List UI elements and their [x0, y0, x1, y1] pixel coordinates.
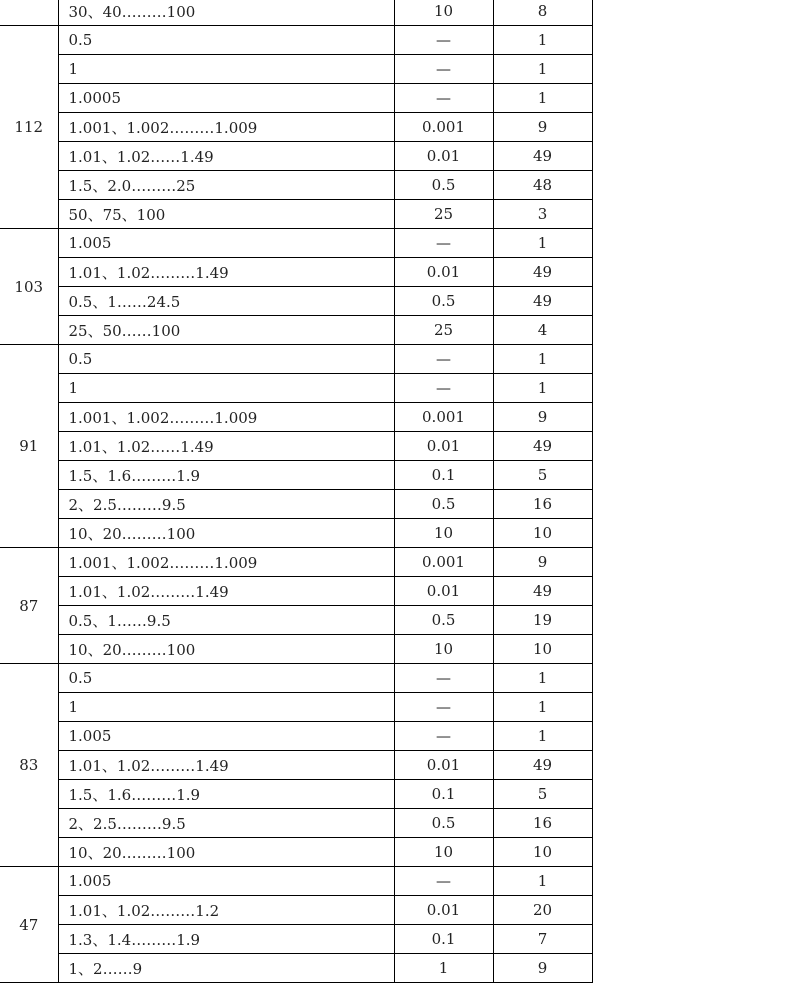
table-row — [0, 0, 592, 26]
count-cell: 16 — [493, 490, 592, 519]
step-cell: — — [394, 345, 493, 374]
values-cell: 0.5、1……24.5 — [58, 287, 394, 316]
step-cell: — — [394, 26, 493, 55]
step-cell: 0.001 — [394, 403, 493, 432]
table-row — [0, 374, 592, 403]
values-cell: 10、20………100 — [58, 519, 394, 548]
table-row — [0, 519, 592, 548]
group-label-cell: 91 — [0, 345, 58, 548]
step-cell: — — [394, 722, 493, 751]
table-row — [0, 200, 592, 229]
table-row — [0, 606, 592, 635]
group-label-cell: 83 — [0, 664, 58, 867]
step-cell: — — [394, 693, 493, 722]
table-row — [0, 751, 592, 780]
table-row — [0, 925, 592, 954]
table-row — [0, 113, 592, 142]
step-cell: — — [394, 229, 493, 258]
table-row — [0, 548, 592, 577]
count-cell: 1 — [493, 84, 592, 113]
values-cell: 1.005 — [58, 867, 394, 896]
values-cell: 1 — [58, 374, 394, 403]
table-row — [0, 461, 592, 490]
count-cell: 49 — [493, 142, 592, 171]
table-row — [0, 954, 592, 983]
values-cell: 30、40………100 — [58, 0, 394, 26]
count-cell: 1 — [493, 722, 592, 751]
table-row — [0, 490, 592, 519]
group-label-cell: 87 — [0, 548, 58, 664]
values-cell: 0.5 — [58, 345, 394, 374]
table-row — [0, 577, 592, 606]
step-cell: 25 — [394, 316, 493, 345]
step-cell: 0.01 — [394, 896, 493, 925]
values-cell: 1.5、1.6………1.9 — [58, 780, 394, 809]
step-cell: 0.01 — [394, 142, 493, 171]
count-cell: 9 — [493, 113, 592, 142]
values-cell: 10、20………100 — [58, 838, 394, 867]
values-cell: 1.01、1.02………1.49 — [58, 577, 394, 606]
step-cell: 0.01 — [394, 432, 493, 461]
group-label-cell: 112 — [0, 26, 58, 229]
step-cell: 0.5 — [394, 490, 493, 519]
group-label-cell: 47 — [0, 867, 58, 983]
values-cell: 0.5 — [58, 26, 394, 55]
count-cell: 49 — [493, 577, 592, 606]
values-cell: 1.5、2.0………25 — [58, 171, 394, 200]
step-cell: 25 — [394, 200, 493, 229]
values-cell: 1.5、1.6………1.9 — [58, 461, 394, 490]
count-cell: 9 — [493, 954, 592, 983]
table-row — [0, 258, 592, 287]
step-cell: — — [394, 55, 493, 84]
count-cell: 9 — [493, 403, 592, 432]
table-row — [0, 867, 592, 896]
table-row — [0, 55, 592, 84]
table-row — [0, 693, 592, 722]
count-cell: 16 — [493, 809, 592, 838]
count-cell: 1 — [493, 55, 592, 84]
count-cell: 1 — [493, 693, 592, 722]
step-cell: 10 — [394, 519, 493, 548]
count-cell: 1 — [493, 664, 592, 693]
values-cell: 1、2……9 — [58, 954, 394, 983]
count-cell: 49 — [493, 432, 592, 461]
count-cell: 19 — [493, 606, 592, 635]
group-label-cell: 103 — [0, 229, 58, 345]
values-cell: 1.01、1.02……1.49 — [58, 142, 394, 171]
count-cell: 5 — [493, 461, 592, 490]
values-cell: 25、50……100 — [58, 316, 394, 345]
values-cell: 1.005 — [58, 229, 394, 258]
values-cell: 1.3、1.4………1.9 — [58, 925, 394, 954]
values-cell: 0.5 — [58, 664, 394, 693]
count-cell: 1 — [493, 345, 592, 374]
step-cell: 10 — [394, 635, 493, 664]
step-cell: — — [394, 84, 493, 113]
step-cell: 0.1 — [394, 925, 493, 954]
table-row — [0, 287, 592, 316]
step-cell: 0.01 — [394, 751, 493, 780]
table-row — [0, 780, 592, 809]
step-cell: 10 — [394, 0, 493, 26]
values-cell: 50、75、100 — [58, 200, 394, 229]
step-cell: — — [394, 374, 493, 403]
values-cell: 1.01、1.02………1.2 — [58, 896, 394, 925]
table-row — [0, 316, 592, 345]
values-cell: 1.01、1.02………1.49 — [58, 258, 394, 287]
step-cell: 1 — [394, 954, 493, 983]
count-cell: 49 — [493, 751, 592, 780]
table-row — [0, 664, 592, 693]
values-cell: 1.001、1.002………1.009 — [58, 403, 394, 432]
table-row — [0, 896, 592, 925]
step-cell: 0.01 — [394, 258, 493, 287]
step-cell: 0.5 — [394, 171, 493, 200]
count-cell: 20 — [493, 896, 592, 925]
step-cell: 0.01 — [394, 577, 493, 606]
values-cell: 1.01、1.02………1.49 — [58, 751, 394, 780]
step-cell: 0.1 — [394, 780, 493, 809]
count-cell: 1 — [493, 229, 592, 258]
count-cell: 1 — [493, 26, 592, 55]
table-row — [0, 722, 592, 751]
step-cell: 0.5 — [394, 287, 493, 316]
count-cell: 10 — [493, 635, 592, 664]
step-cell: 0.5 — [394, 606, 493, 635]
values-cell: 1.0005 — [58, 84, 394, 113]
step-cell: — — [394, 664, 493, 693]
step-cell: 0.1 — [394, 461, 493, 490]
table-row — [0, 142, 592, 171]
values-cell: 1.001、1.002………1.009 — [58, 548, 394, 577]
table-row — [0, 26, 592, 55]
values-cell: 0.5、1……9.5 — [58, 606, 394, 635]
count-cell: 48 — [493, 171, 592, 200]
table-row — [0, 809, 592, 838]
count-cell: 1 — [493, 867, 592, 896]
table-row — [0, 838, 592, 867]
count-cell: 1 — [493, 374, 592, 403]
table-row — [0, 171, 592, 200]
values-cell: 1.01、1.02……1.49 — [58, 432, 394, 461]
count-cell: 10 — [493, 519, 592, 548]
step-cell: 0.001 — [394, 548, 493, 577]
table-row — [0, 432, 592, 461]
step-cell: 0.5 — [394, 809, 493, 838]
values-cell: 10、20………100 — [58, 635, 394, 664]
group-label-cell — [0, 0, 58, 26]
step-cell: 0.001 — [394, 113, 493, 142]
values-cell: 1 — [58, 55, 394, 84]
values-cell: 1.001、1.002………1.009 — [58, 113, 394, 142]
count-cell: 10 — [493, 838, 592, 867]
count-cell: 49 — [493, 287, 592, 316]
values-cell: 1.005 — [58, 722, 394, 751]
count-cell: 49 — [493, 258, 592, 287]
step-cell: — — [394, 867, 493, 896]
table-row — [0, 635, 592, 664]
table-row — [0, 403, 592, 432]
table-row — [0, 229, 592, 258]
count-cell: 9 — [493, 548, 592, 577]
table-row — [0, 345, 592, 374]
values-cell: 2、2.5………9.5 — [58, 809, 394, 838]
count-cell: 3 — [493, 200, 592, 229]
values-cell: 2、2.5………9.5 — [58, 490, 394, 519]
count-cell: 7 — [493, 925, 592, 954]
values-cell: 1 — [58, 693, 394, 722]
count-cell: 5 — [493, 780, 592, 809]
count-cell: 4 — [493, 316, 592, 345]
count-cell: 8 — [493, 0, 592, 26]
table-row — [0, 84, 592, 113]
step-cell: 10 — [394, 838, 493, 867]
